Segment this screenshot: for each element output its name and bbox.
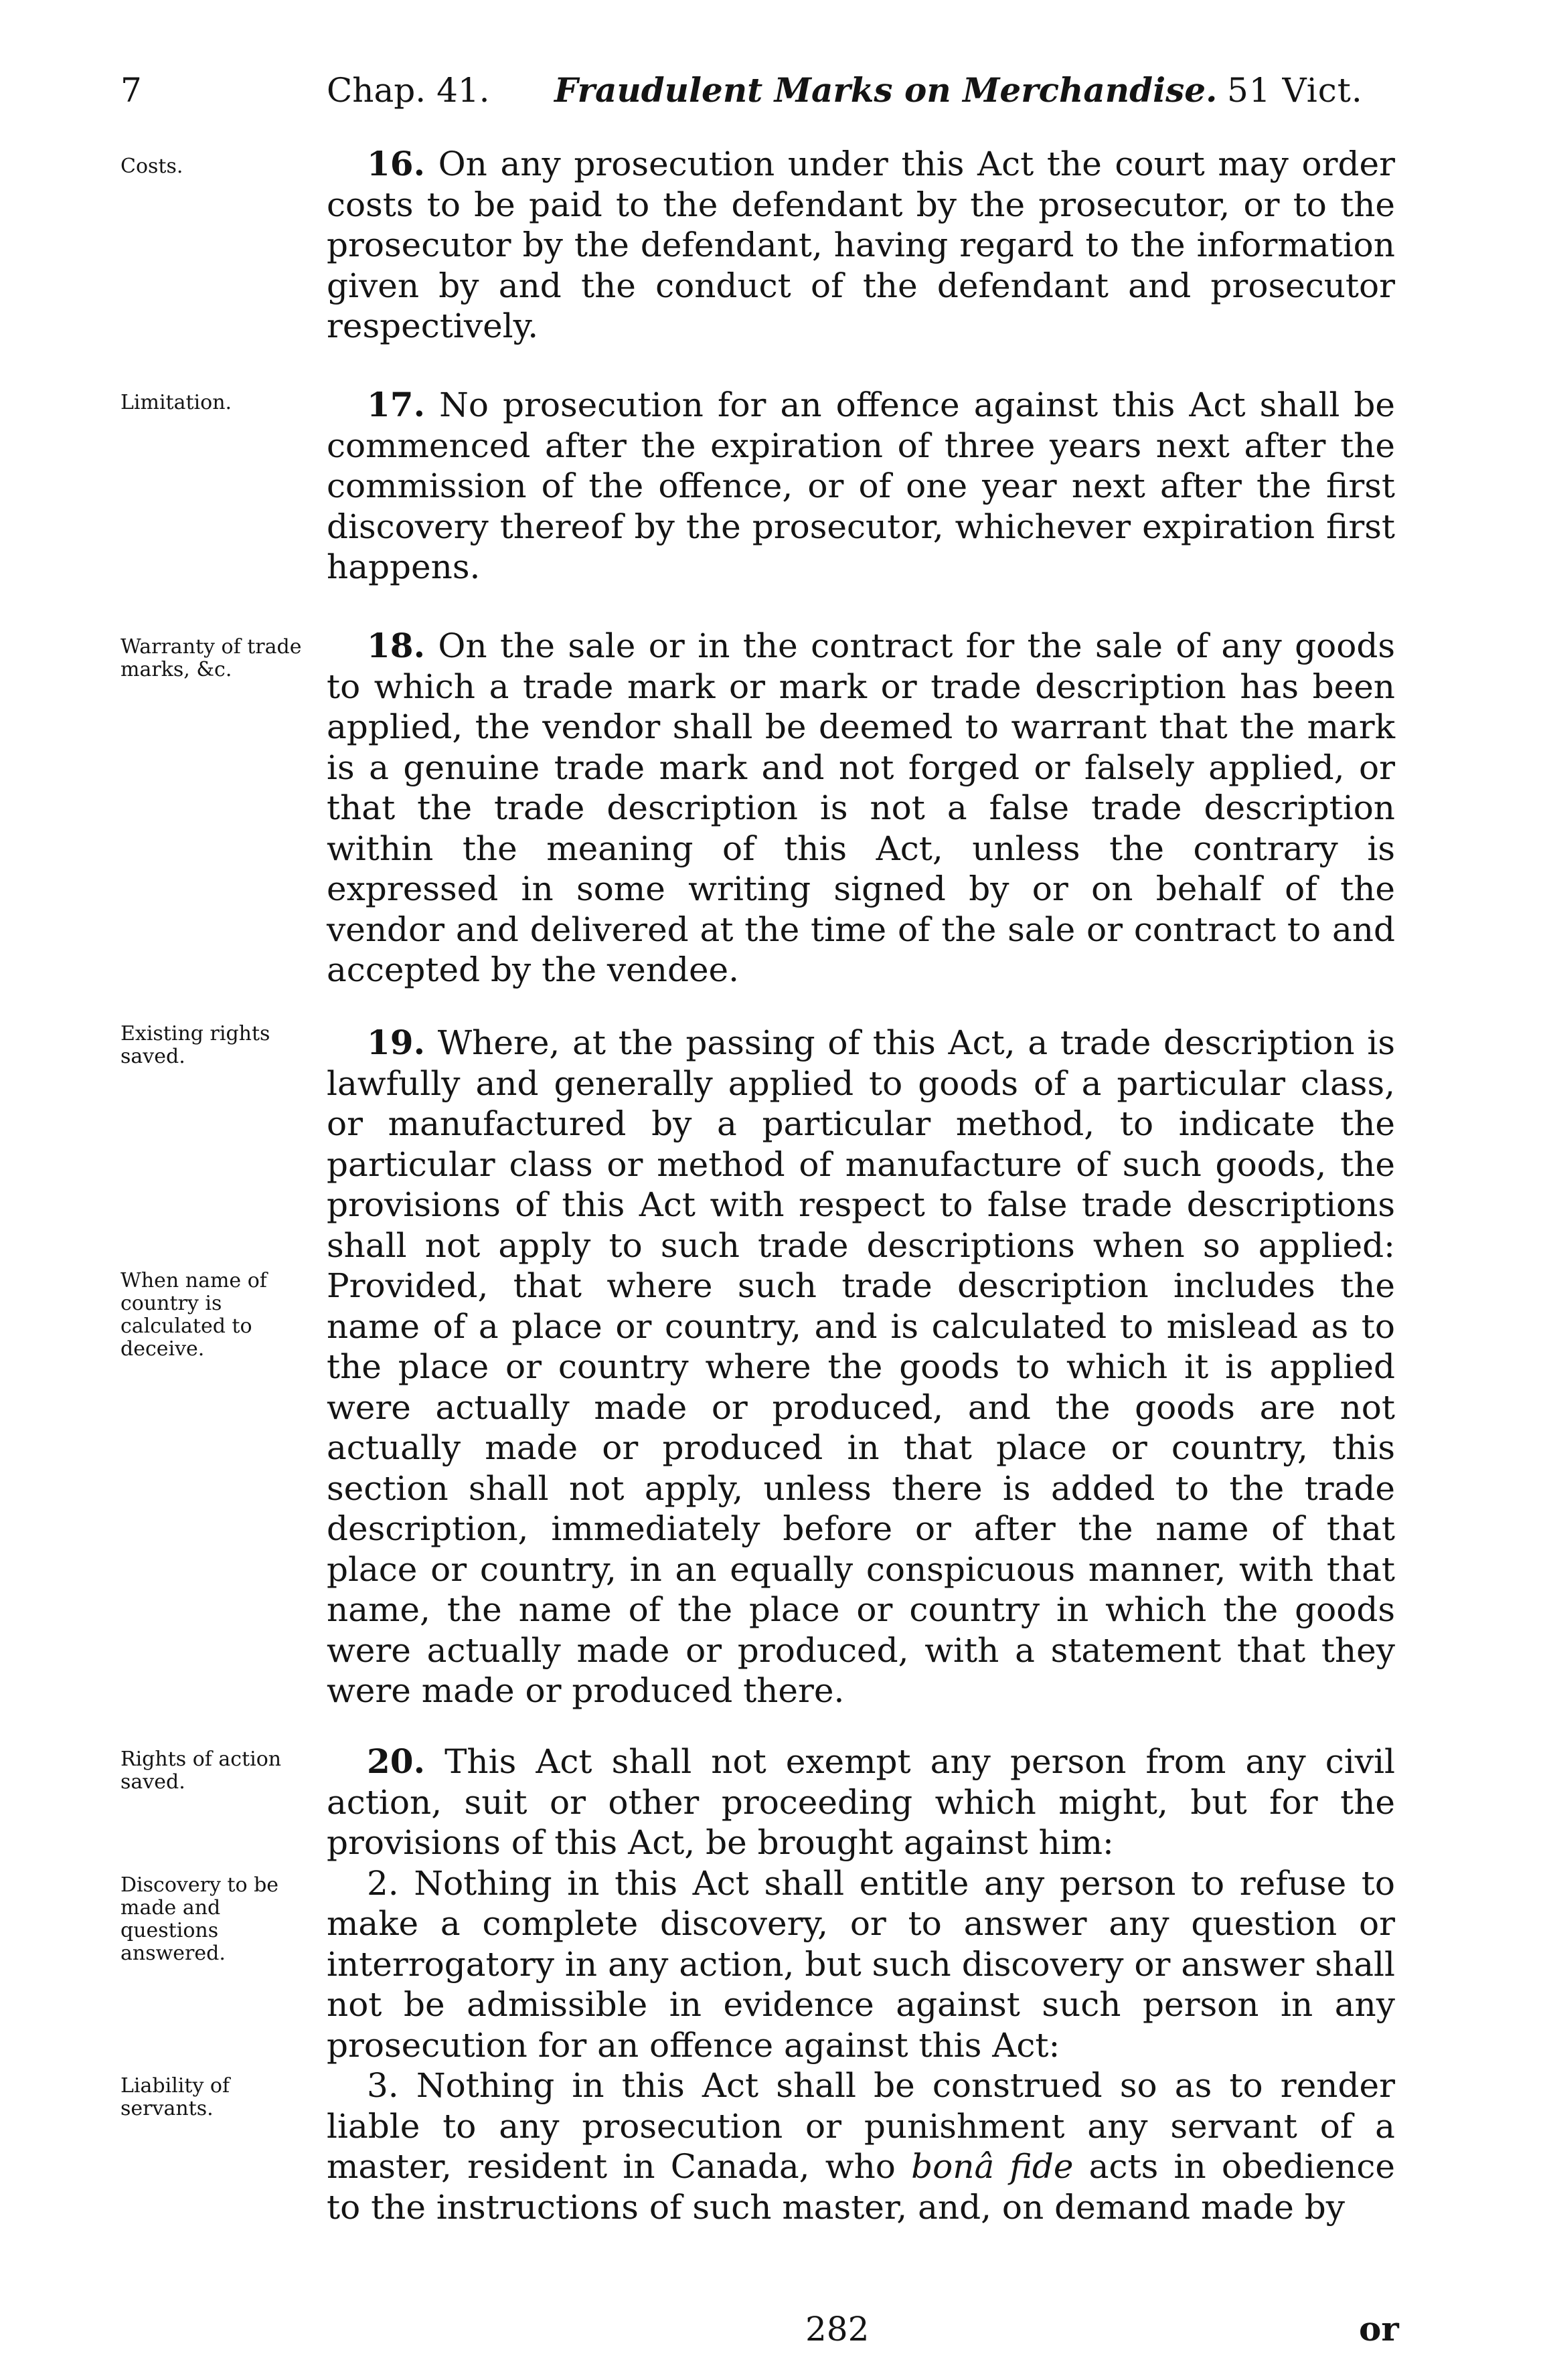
side-note-rights-of-action: Rights of action saved. — [120, 1748, 282, 1794]
folio: 282 — [805, 2310, 870, 2349]
section-number: 20. — [367, 1741, 425, 1781]
chapter-label: Chap. 41. — [327, 71, 490, 110]
section-16 — [327, 144, 1395, 347]
latin-phrase: bonâ fide — [911, 2147, 1074, 2186]
page-number: 7 — [120, 71, 142, 110]
running-header — [0, 67, 1541, 114]
section-number: 16. — [367, 144, 425, 183]
section-number: 18. — [367, 626, 425, 665]
section-text: On the sale or in the contract for the sale of any goods to which a trade mark or mark or trade description has been applied, the vendor shall be deemed to warrant that the mark is a genuine trade mark and not forged or falsely applied, or that the trade description is not a false trade description within the meaning of this Act, unless the contrary is expressed in some writing signed by or on behalf of the vendor and delivered at the time of the sale or contract to and accepted by the vendee. — [327, 626, 1395, 989]
section-text: No prosecution for an offence against this Act shall be commenced after the expiration of three years next after the commission of the offence, or of one year next after the first discovery thereof by the prosecutor, whichever expiration first happens. — [327, 386, 1395, 586]
side-note-discovery: Discovery to be made and questions answered. — [120, 1873, 279, 1965]
section-17 — [327, 385, 1395, 588]
side-note-costs: Costs. — [120, 155, 183, 178]
section-text: This Act shall not exempt any person from any civil action, suit or other proceeding which might, but for the provisions of this Act, be brought against him: — [327, 1742, 1395, 1862]
subsection-3: 3. Nothing in this Act shall be construed so as to render liable to any prosecution or punishment any servant of a master, resident in Canada, who bonâ fide acts in obedience to the instructions of such master, and, on demand made by — [327, 2066, 1395, 2227]
side-note-liability: Liability of servants. — [120, 2074, 230, 2120]
section-18 — [327, 626, 1395, 991]
regnal-year: 51 Vict. — [1227, 71, 1363, 110]
side-note-existing-rights: Existing rights saved. — [120, 1022, 270, 1068]
section-text: On any prosecution under this Act the court may order costs to be paid to the defendant by the prosecutor, or to the prosecutor by the defendant, having regard to the information given by and the conduct of the defendant and prosecutor respectively. — [327, 145, 1395, 345]
side-note-warranty: Warranty of trade marks, &c. — [120, 635, 302, 681]
act-title: Fraudulent Marks on Merchandise. — [554, 70, 1218, 110]
section-19 — [327, 1023, 1395, 1711]
catchword: or — [1359, 2309, 1399, 2349]
section-number: 17. — [367, 385, 425, 424]
subsection-2: 2. Nothing in this Act shall entitle any person to refuse to make a complete discovery, or to answer any question or interrogatory in any action, but such discovery or answer shall not be admissible in evidence against such person in any prosecution for an offence against this Act: — [327, 1863, 1395, 2065]
section-number: 19. — [367, 1023, 425, 1062]
section-text: Where, at the passing of this Act, a trade description is lawfully and generally applied to goods of a particular class, or manufactured by a particular method, to indicate the particular class or method of manufacture of such goods, the provisions of this Act with respect to false trade descriptions shall not apply to such trade descriptions when so applied: Provided, that where such trade description includes the name of a place or country, and is calculated to mislead as to the place or country where the goods to which it is applied were actually made or produced, and the goods are not actually made or produced in that place or country, this section shall not apply, unless there is added to the trade description, immediately before or after the name of that place or country, in an equally conspicuous manner, with that name, the name of the place or country in which the goods were actually made or produced, with a statement that they were made or produced there. — [327, 1023, 1395, 1710]
section-20 — [327, 1741, 1395, 2227]
side-note-name-of-country: When name of country is calculated to deceive. — [120, 1269, 267, 1361]
side-note-limitation: Limitation. — [120, 391, 232, 414]
